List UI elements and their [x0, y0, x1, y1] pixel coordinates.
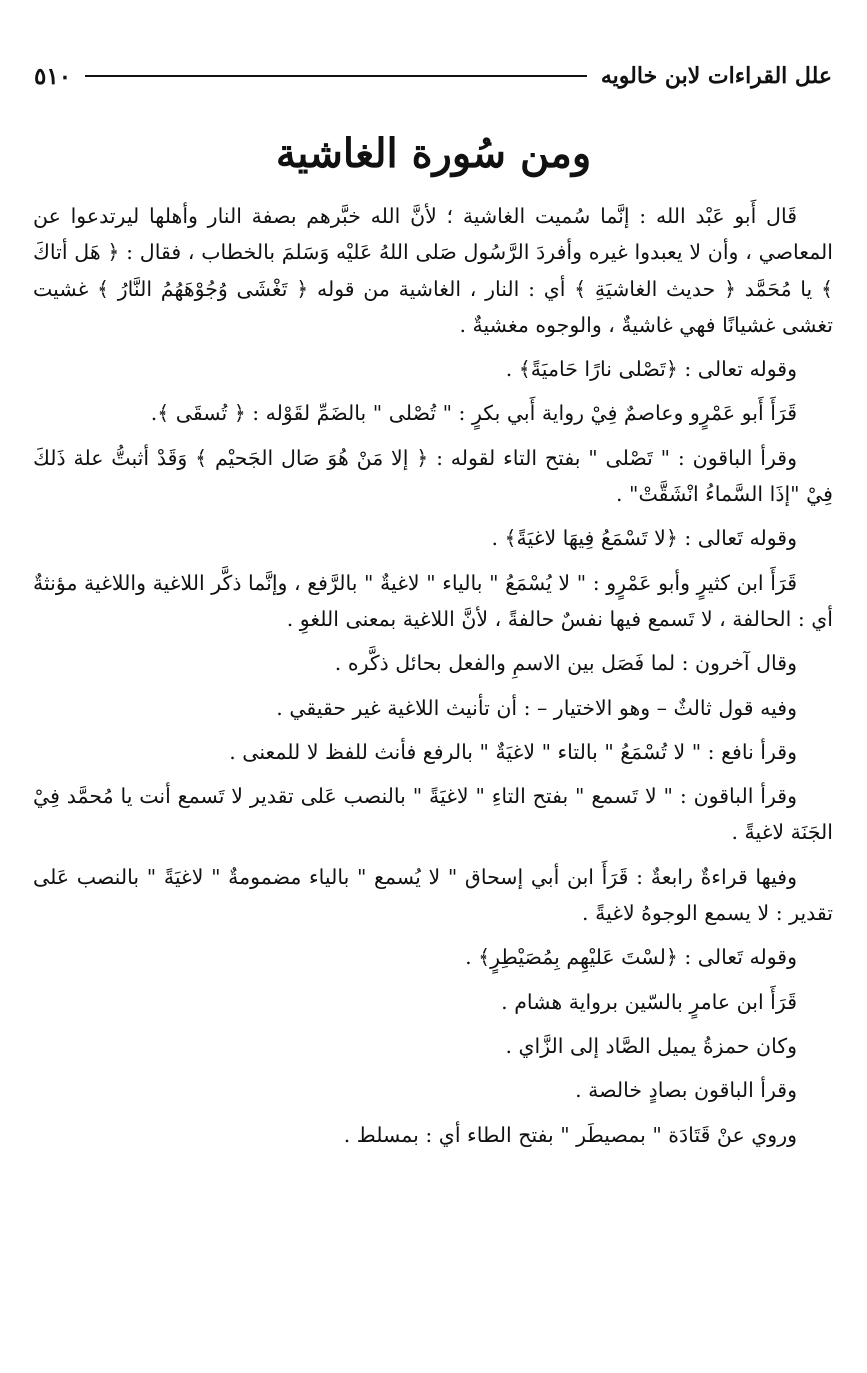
header-rule: [85, 75, 587, 77]
paragraph: وقرأ الباقون : " تَصْلى " بفتح التاء لقوله : ﴿ إلا مَنْ هُوَ صَال الجَحيْم ﴾ وَقَدْ أثبتُّ علة ذَلكَ فِيْ "إذَا السَّماءُ انْشَقَّتْ" .: [33, 445, 833, 507]
paragraph: وقرأ نافع : " لا تُسْمَعُ " بالتاء " لاغيَةٌ " بالرفع فأنث للفظ لا للمعنى .: [229, 739, 797, 764]
paragraph: وقوله تعالى : ﴿تَصْلى نارًا حَاميَةً﴾ .: [505, 357, 797, 382]
paragraph: وروي عنْ قَتَادَة " بمصيطَر " بفتح الطاء أي : بمسلط .: [343, 1122, 797, 1147]
page-body: [33, 198, 833, 1153]
paragraph: قَرَأَ ابن كثيرٍ وأبو عَمْرٍو : " لا يُسْمَعُ " بالياء " لاغيةٌ " بالرَّفع ، وإنَّما ذكَّر اللاغية واللاغية مؤنثةٌ أي : الحالفة ، لا تَسمع فيها نفسٌ حالفةً ، لأنَّ اللاغية بمعنى اللغوِ .: [33, 570, 833, 631]
paragraph: وقوله تَعالى : ﴿لسْتَ عَليْهِم بِمُصَيْطِرٍ﴾ .: [465, 945, 797, 970]
paragraph: قَرَأَ أَبو عَمْرٍو وعاصمٌ فِيْ رواية أَبي بكرٍ : " تُصْلى " بالضَمِّ لقَوْله : ﴿ تُسقَى ﴾.: [150, 401, 797, 426]
paragraph: وقوله تَعالى : ﴿لا تَسْمَعُ فِيهَا لاغيَةً﴾ .: [491, 526, 797, 551]
page-header: [34, 58, 832, 94]
paragraph: وكان حمزةُ يميل الصَّاد إلى الزَّاي .: [505, 1033, 797, 1058]
paragraph: وفيها قراءةٌ رابعةٌ : قَرَأَ ابن أبي إسحاق " لا يُسمع " بالياء مضمومةٌ " لاغيَةً " بالنصب عَلى تقدير : لا يسمع الوجوهُ لاغيةً .: [33, 864, 833, 926]
book-title: علل القراءات لابن خالويه: [600, 63, 832, 89]
paragraph: وقرأ الباقون بصادٍ خالصة .: [575, 1078, 797, 1103]
paragraph: قَرَأَ ابن عامرٍ بالسّين برواية هشام .: [501, 989, 797, 1014]
page-number: ٥١٠: [34, 62, 72, 90]
paragraph: وفيه قول ثالثٌ – وهو الاختيار – : أن تأنيث اللاغية غير حقيقي .: [276, 695, 797, 720]
chapter-title: ومن سُورة الغاشية: [275, 130, 592, 177]
paragraph: قَال أَبو عَبْد الله : إنَّما سُميت الغاشية ؛ لأنَّ الله خبَّرهم بصفة النار وأهلها ليرتدعوا عن المعاصي ، وأن لا يعبدوا غيره وأفردَ الرَّسُول صَلى اللهُ عَليْه وَسَلمَ بالخطاب ، فقال : ﴿ هَل أتاكَ ﴾ يا مُحَمَّد ﴿ حديث الغاشيَةِ ﴾ أي : النار ، الغاشية من قوله ﴿ تَغْشَى وُجُوْهَهُمُ النَّارُ ﴾ غشيت تغشى غشيانًا فهي غاشيةٌ ، والوجوه مغشيةٌ .: [33, 204, 833, 337]
paragraph: وقال آخرون : لما فَصَل بين الاسمِ والفعل بحائل ذكَّره .: [334, 651, 797, 676]
paragraph: وقرأ الباقون : " لا تَسمع " بفتح التاءِ " لاغيَةً " بالنصب عَلى تقدير لا تَسمع أنت يا مُحمَّد فِيْ الجَنَة لاغيةً .: [33, 784, 833, 845]
